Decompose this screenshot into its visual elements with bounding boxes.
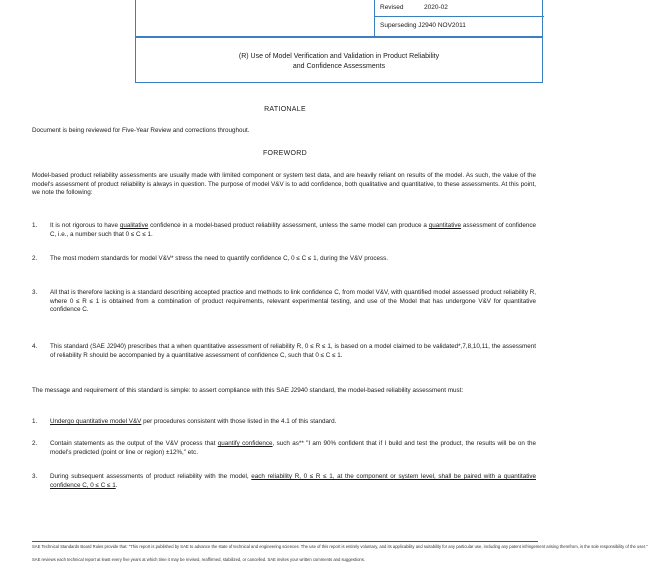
requirements-intro: The message and requirement of this standard is simple: to assert compliance with this SAE J2940 standard, the model-based reliability assessment must: [32, 387, 464, 394]
revised-row [380, 4, 448, 11]
list-item-text: This standard (SAE J2940) prescribes that a when quantitative assessment of reliability R, 0 ≤ R ≤ 1, is based on a model claimed to be validated*,7,8,10,11, the assessment of reliability R should be accompanied by a quantitative assessment of confidence C, such that 0 ≤ C ≤ 1. [50, 343, 536, 359]
meta-divider [374, 16, 544, 17]
rationale-heading: RATIONALE [264, 106, 306, 113]
foreword-heading: FOREWORD [262, 150, 307, 157]
footer-notice-1: SAE Technical Standards Board Rules provide that: "This report is published by SAE to advance the state of technical and engineering sciences. The use of this report is entirely voluntary, and its applicability and suitability for any particular use, including any patent infringement arising therefrom, is the sole responsibility of the user." [32, 544, 648, 549]
list-item-number: 1. [32, 418, 38, 425]
title-line-1: (R) Use of Model Verification and Validation in Product Reliability [238, 53, 440, 60]
footer-notice-2: SAE reviews each technical report at least every five years at which time it may be revised, reaffirmed, stabilized, or cancelled. SAE invites your written comments and suggestions. [32, 557, 365, 562]
list-item-text: Contain statements as the output of the V&V process that quantify confidence, such as** "I am 90% confident that if I build and test the product, the results will be on the model's predicted (point or line or region) ±12%," etc. [50, 440, 536, 456]
document-header-box [135, 0, 543, 37]
header-logo-cell [136, 0, 375, 36]
list-item-number: 4. [32, 343, 38, 350]
list-item-text: Undergo quantitative model V&V per procedures consistent with those listed in the 4.1 of this standard. [50, 418, 337, 425]
header-meta-cell [374, 0, 544, 36]
revised-value: 2020-02 [424, 4, 448, 11]
list-item-number: 3. [32, 289, 38, 296]
list-item-text: During subsequent assessments of product reliability with the model, each reliability R, 0 ≤ R ≤ 1, at the component or system level, shall be paired with a quantitative confidence C, 0 ≤ C ≤ 1. [50, 473, 536, 489]
rationale-text: Document is being reviewed for Five-Year Review and corrections throughout. [32, 127, 250, 134]
list-item-number: 3. [32, 473, 38, 480]
list-item-number: 1. [32, 222, 38, 229]
list-item-text: All that is therefore lacking is a standard describing accepted practice and methods to link confidence C, from model V&V, with quantified model assessed product reliability R, where 0 ≤ R ≤ 1 is obtained from a combination of product requirements, relevant experimental testing, and use of the Model that has undergone V&V for quantitative confidence C. [50, 289, 536, 314]
superseding-note: Superseding J2940 NOV2011 [380, 22, 466, 29]
list-item-text: It is not rigorous to have qualitative confidence in a model-based product reliability assessment, unless the same model can produce a quantitative assessment of confidence C, i.e., a number such that 0 ≤ C ≤ 1. [50, 222, 537, 238]
foreword-intro: Model-based product reliability assessments are usually made with limited component or system test data, and are heavily reliant on results of the model. As such, the value of the model's assessment of product reliability is always in question. The purpose of model V&V is to add confidence, both qualitative and quantitative, to these assessments. At this point, we note the following: [32, 172, 536, 197]
document-title [135, 37, 543, 83]
list-item-number: 2. [32, 440, 38, 447]
list-item-text: The most modern standards for model V&V* stress the need to quantify confidence C, 0 ≤ C ≤ 1, during the V&V process. [50, 255, 389, 262]
revised-label: Revised [380, 4, 404, 11]
footer-divider [32, 541, 538, 542]
list-item-number: 2. [32, 255, 38, 262]
title-line-2: and Confidence Assessments [292, 63, 386, 70]
